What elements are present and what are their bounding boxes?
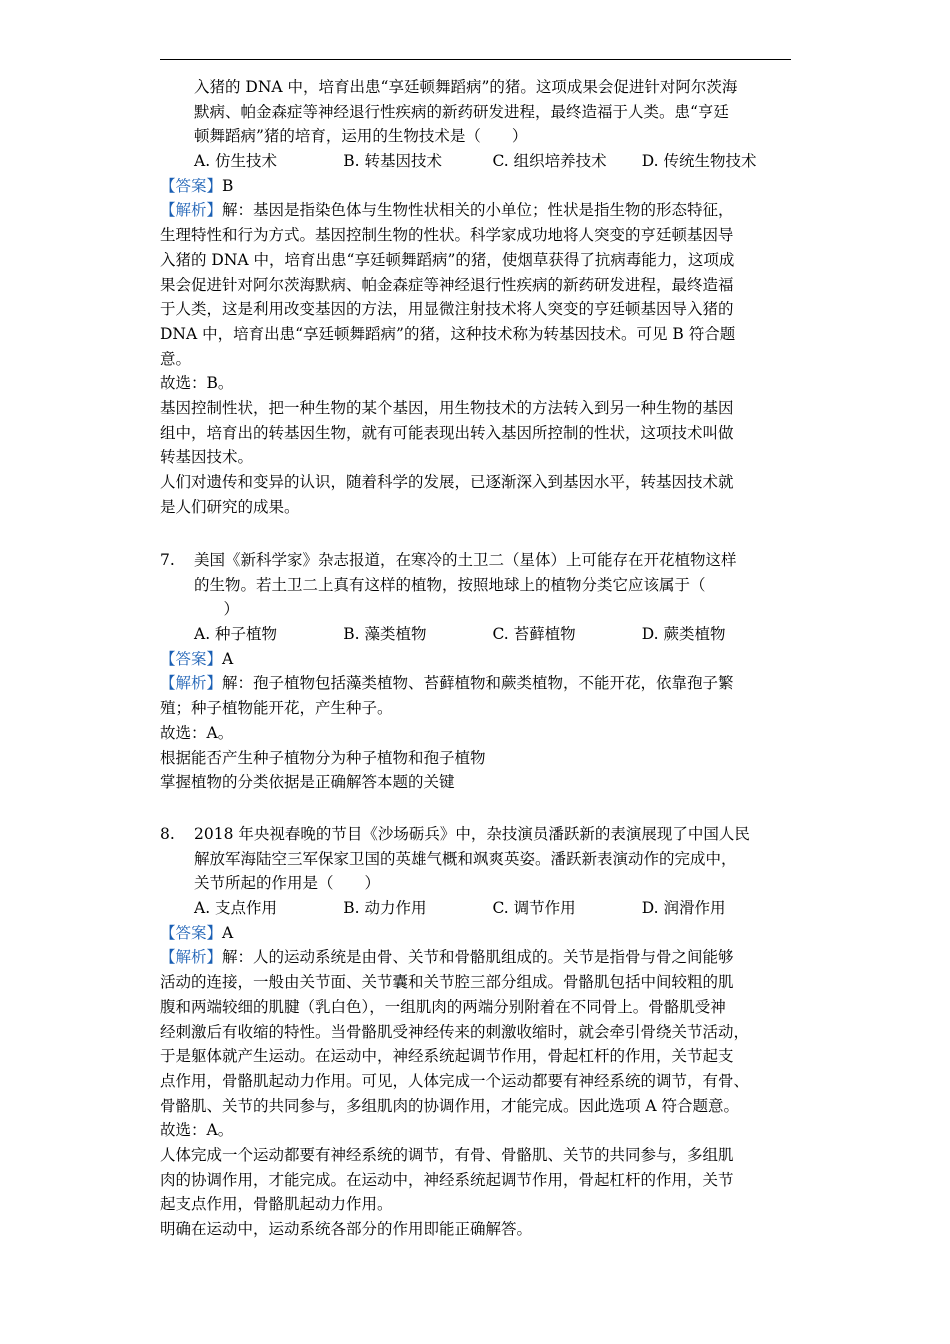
q8-analysis-line: 明确在运动中，运动系统各部分的作用即能正确解答。 [160, 1220, 533, 1238]
question-6 [160, 75, 791, 519]
q8-analysis-line: 故选：A。 [160, 1121, 234, 1140]
q7-analysis-line: 【解析】解：孢子植物包括藻类植物、苔藓植物和蕨类植物，不能开花，依靠孢子繁 [160, 674, 734, 693]
q6-analysis-line: 组中，培育出的转基因生物，就有可能表现出转入基因所控制的性状，这项技术叫做 [160, 423, 734, 442]
analysis-tag: 【解析】 [160, 201, 223, 220]
q6-answer [160, 174, 791, 199]
question-number: 7. [160, 551, 175, 569]
q7-option-b[interactable]: B. 藻类植物 [343, 625, 427, 644]
q6-analysis-line: 是人们研究的成果。 [160, 497, 300, 516]
analysis-tag: 【解析】 [160, 948, 223, 967]
q6-analysis-line: 故选：B。 [160, 374, 234, 393]
q6-analysis-line: 入猪的 DNA 中，培育出患“享廷顿舞蹈病”的猪，使烟草获得了抗病毒能力，这项成 [160, 250, 735, 269]
q7-analysis-line: 根据能否产生种子植物分为种子植物和孢子植物 [160, 748, 486, 767]
q7-analysis-line: 殖；种子植物能开花，产生种子。 [160, 699, 393, 718]
answer-tag: 【答案】 [160, 176, 223, 195]
q8-analysis-line: 肉的协调作用，才能完成。在运动中，神经系统起调节作用，骨起杠杆的作用，关节 [160, 1170, 734, 1189]
q7-option-a[interactable]: A. 种子植物 [194, 625, 278, 644]
q7-stem-line: ） [208, 600, 240, 619]
question-7 [160, 548, 791, 795]
answer-tag: 【答案】 [160, 923, 223, 942]
q7-option-c[interactable]: C. 苔藓植物 [492, 625, 576, 644]
q6-analysis-line: 【解析】解：基因是指染色体与生物性状相关的小单位；性状是指生物的形态特征， [160, 201, 734, 220]
q7-stem-line: 的生物。若土卫二上真有这样的植物，按照地球上的植物分类它应该属于（ [194, 575, 706, 594]
q8-analysis-line: 经刺激后有收缩的特性。当骨骼肌受神经传来的刺激收缩时，就会牵引骨绕关节活动， [160, 1022, 750, 1041]
q6-analysis-line: DNA 中，培育出患“享廷顿舞蹈病”的猪，这种技术称为转基因技术。可见 B 符合题 [160, 324, 736, 343]
q8-stem-line: 解放军海陆空三军保家卫国的英雄气概和飒爽英姿。潘跃新表演动作的完成中， [194, 849, 737, 868]
q6-options [160, 149, 791, 174]
q6-analysis-line: 基因控制性状，把一种生物的某个基因，用生物技术的方法转入到另一种生物的基因 [160, 398, 734, 417]
question-8 [160, 822, 791, 1242]
q7-analysis-line: 掌握植物的分类依据是正确解答本题的关键 [160, 773, 455, 792]
q6-analysis-line: 生理特性和行为方式。基因控制生物的性状。科学家成功地将人突变的亨廷顿基因导 [160, 226, 734, 245]
q8-analysis-line: 点作用，骨骼肌起动力作用。可见，人体完成一个运动都要有神经系统的调节，有骨、 [160, 1071, 750, 1090]
q8-analysis-line: 骨骼肌、关节的共同参与，多组肌肉的协调作用，才能完成。因此选项 A 符合题意。 [160, 1096, 740, 1115]
q8-analysis-line: 腹和两端较细的肌腱（乳白色），一组肌肉的两端分别附着在不同骨上。骨骼肌受神 [160, 997, 726, 1016]
q8-stem-line: 8. 2018 年央视春晚的节目《沙场砺兵》中，杂技演员潘跃新的表演展现了中国人民 [160, 822, 791, 847]
q8-option-d[interactable]: D. 润滑作用 [641, 899, 726, 918]
q8-options [160, 896, 791, 921]
q6-stem-line: 默病、帕金森症等神经退行性疾病的新药研发进程，最终造福于人类。患“亨廷 [194, 102, 729, 121]
q8-analysis-line: 于是躯体就产生运动。在运动中，神经系统起调节作用，骨起杠杆的作用，关节起支 [160, 1047, 734, 1066]
q6-analysis-line: 于人类，这是利用改变基因的方法，用显微注射技术将人突变的亨廷顿基因导入猪的 [160, 300, 734, 319]
q8-option-b[interactable]: B. 动力作用 [343, 899, 427, 918]
q8-stem-line: 关节所起的作用是（ ） [194, 874, 381, 893]
q7-stem-line: 7. 美国《新科学家》杂志报道，在寒冷的土卫二（星体）上可能存在开花植物这样 [160, 548, 791, 573]
q7-option-d[interactable]: D. 蕨类植物 [641, 625, 726, 644]
answer-tag: 【答案】 [160, 649, 223, 668]
analysis-tag: 【解析】 [160, 674, 223, 693]
answer-value: B [222, 176, 234, 195]
q8-answer [160, 921, 791, 946]
q6-option-c[interactable]: C. 组织培养技术 [492, 152, 607, 171]
question-number: 8. [160, 825, 175, 843]
q6-option-d[interactable]: D. 传统生物技术 [641, 152, 757, 171]
q7-answer [160, 647, 791, 672]
q7-options [160, 622, 791, 647]
header-rule [160, 59, 791, 60]
q8-analysis-line: 活动的连接，一般由关节面、关节囊和关节腔三部分组成。骨骼肌包括中间较粗的肌 [160, 973, 734, 992]
q6-stem-line: 顿舞蹈病”猪的培育，运用的生物技术是（ ） [194, 127, 528, 146]
q6-analysis-line: 人们对遗传和变异的认识，随着科学的发展，已逐渐深入到基因水平，转基因技术就 [160, 473, 734, 491]
q8-analysis-line: 起支点作用，骨骼肌起动力作用。 [160, 1195, 393, 1214]
q6-option-a[interactable]: A. 仿生技术 [194, 152, 278, 171]
q6-analysis-line: 意。 [160, 349, 192, 368]
q8-analysis-line: 【解析】解：人的运动系统是由骨、关节和骨骼肌组成的。关节是指骨与骨之间能够 [160, 948, 734, 967]
q6-analysis-line: 转基因技术。 [160, 448, 254, 467]
q7-analysis-line: 故选：A。 [160, 723, 234, 742]
answer-value: A [222, 649, 234, 668]
answer-value: A [222, 923, 234, 942]
q6-analysis-line: 果会促进针对阿尔茨海默病、帕金森症等神经退行性疾病的新药研发进程，最终造福 [160, 275, 734, 294]
q6-option-b[interactable]: B. 转基因技术 [343, 152, 442, 171]
q6-stem-line: 入猪的 DNA 中，培育出患“享廷顿舞蹈病”的猪。这项成果会促进针对阿尔茨海 [194, 78, 738, 96]
q8-analysis-line: 人体完成一个运动都要有神经系统的调节，有骨、骨骼肌、关节的共同参与，多组肌 [160, 1145, 734, 1164]
q8-option-c[interactable]: C. 调节作用 [492, 899, 576, 918]
q8-option-a[interactable]: A. 支点作用 [194, 899, 278, 918]
